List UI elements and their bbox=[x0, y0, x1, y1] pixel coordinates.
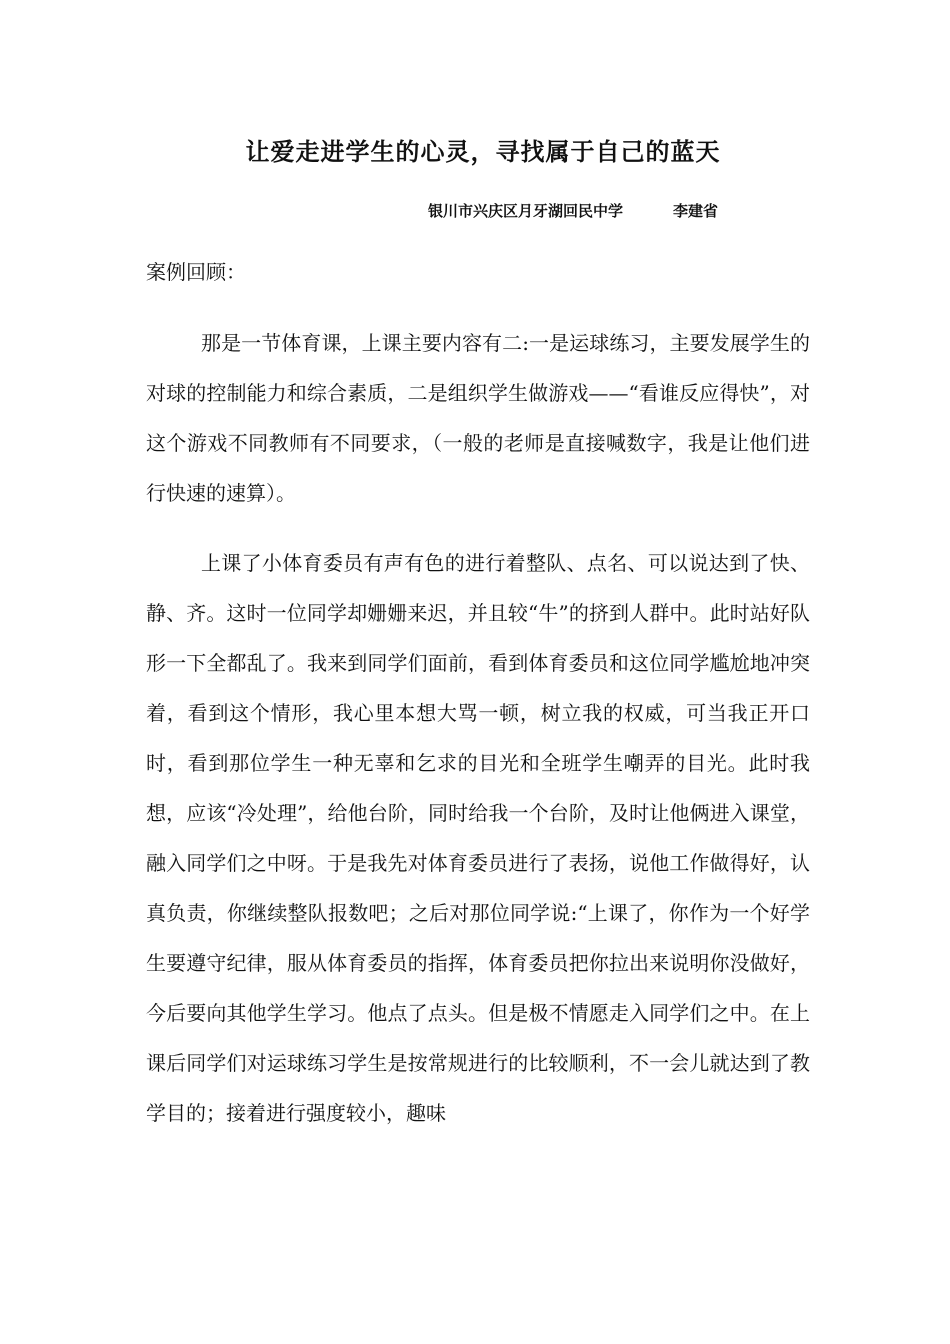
author-school: 银川市兴庆区月牙湖回民中学 bbox=[428, 202, 624, 220]
author-name: 李建省 bbox=[673, 202, 719, 220]
author-line bbox=[428, 199, 718, 223]
document-title: 让爱走进学生的心灵，寻找属于自己的蓝天 bbox=[245, 138, 721, 166]
section-label: 案例回顾： bbox=[146, 260, 246, 284]
paragraph: 上课了小体育委员有声有色的进行着整队、点名、可以说达到了快、静、齐。这时一位同学却姗姗来迟，并且较“牛”的挤到人群中。此时站好队形一下全都乱了。我来到同学们面前，看到体育委员和这位同学尴尬地冲突着，看到这个情形，我心里本想大骂一顿，树立我的权威，可当我正开口时，看到那位学生一种无辜和乞求的目光和全班学生嘲弄的目光。此时我想，应该“冷处理”，给他台阶，同时给我一个台阶，及时让他俩进入课堂，融入同学们之中呀。于是我先对体育委员进行了表扬，说他工作做得好，认真负责，你继续整队报数吧；之后对那位同学说:“上课了，你作为一个好学生要遵守纪律，服从体育委员的指挥，体育委员把你拉出来说明你没做好，今后要向其他学生学习。他点了点头。但是极不情愿走入同学们之中。在上课后同学们对运球练习学生是按常规进行的比较顺利，不一会儿就达到了教学目的；接着进行强度较小，趣味 bbox=[146, 551, 810, 1125]
paragraph: 那是一节体育课，上课主要内容有二:一是运球练习，主要发展学生的对球的控制能力和综合素质，二是组织学生做游戏——“看谁反应得快”，对这个游戏不同教师有不同要求，（一般的老师是直接喊数字，我是让他们进行快速的速算）。 bbox=[146, 331, 810, 505]
